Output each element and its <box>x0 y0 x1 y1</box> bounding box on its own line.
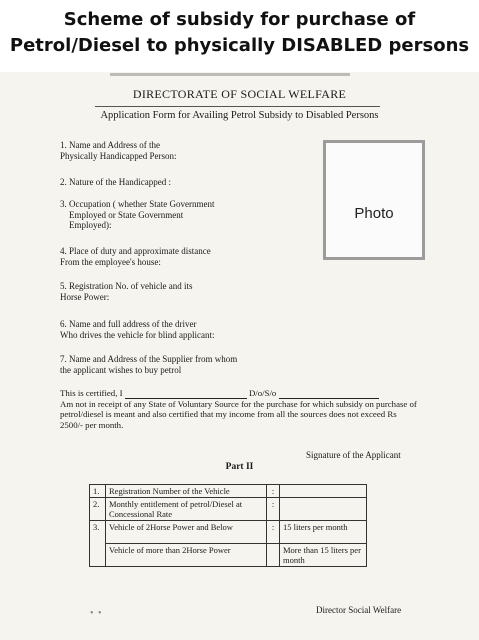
row-value: More than 15 liters per month <box>280 544 367 567</box>
field-place-of-duty <box>60 246 211 267</box>
field-label-line: From the employee's house: <box>60 256 161 267</box>
field-label-line: 4. Place of duty and approximate distance <box>60 246 211 256</box>
faded-header-strip <box>110 73 350 76</box>
field-label-line: 5. Registration No. of vehicle and its <box>60 281 193 291</box>
field-label-line: 3. Occupation ( whether State Government <box>60 199 215 209</box>
field-supplier <box>60 354 237 375</box>
row-label: Monthly entitlement of petrol/Diesel at Concessional Rate <box>106 498 267 521</box>
row-colon <box>267 544 280 567</box>
table-row <box>90 485 367 498</box>
certification-statement <box>60 388 420 430</box>
row-number: 1. <box>90 485 106 498</box>
signature-label: Signature of the Applicant <box>306 450 401 460</box>
row-number <box>90 544 106 567</box>
field-nature-handicap <box>60 177 171 188</box>
photo-label: Photo <box>354 205 394 222</box>
field-label-line: 2. Nature of the Handicapped : <box>60 177 171 187</box>
form-title: Application Form for Availing Petrol Subsidy to Disabled Persons <box>100 110 379 121</box>
field-label-line: Employed): <box>60 220 112 230</box>
field-label-line: Who drives the vehicle for blind applicant: <box>60 329 215 340</box>
photo-box[interactable] <box>323 140 425 260</box>
field-label-line: Physically Handicapped Person: <box>60 150 177 161</box>
row-colon: : <box>267 498 280 521</box>
field-label-line: Employed or State Government <box>60 209 184 220</box>
table-row <box>90 521 367 544</box>
part-ii-table <box>89 484 367 567</box>
field-label-line: 7. Name and Address of the Supplier from whom <box>60 354 238 364</box>
row-number: 3. <box>90 521 106 544</box>
directorate-heading: DIRECTORATE OF SOCIAL WELFARE <box>132 87 347 101</box>
title-banner <box>0 0 479 72</box>
banner-title-line-1: Scheme of subsidy for purchase of <box>63 9 416 30</box>
table-row <box>90 544 367 567</box>
field-label-line: 6. Name and full address of the driver <box>60 319 197 329</box>
certification-prefix: This is certified, I <box>60 388 123 398</box>
row-value[interactable] <box>280 485 367 498</box>
director-signature-label: Director Social Welfare <box>316 605 402 615</box>
row-label: Vehicle of more than 2Horse Power <box>106 544 267 567</box>
field-label-line: 1. Name and Address of the <box>60 140 160 150</box>
row-value[interactable] <box>280 498 367 521</box>
row-label: Registration Number of the Vehicle <box>106 485 267 498</box>
row-colon: : <box>267 485 280 498</box>
footer-dots: • • <box>90 608 103 619</box>
field-driver <box>60 319 214 340</box>
relation-label: D/o/S/o <box>248 388 277 398</box>
row-number: 2. <box>90 498 106 521</box>
field-name-address <box>60 140 176 161</box>
field-occupation <box>60 199 214 231</box>
relation-name-blank[interactable] <box>279 390 379 399</box>
banner-title-line-2: Petrol/Diesel to physically DISABLED persons <box>9 35 470 56</box>
row-label: Vehicle of 2Horse Power and Below <box>106 521 267 544</box>
row-colon: : <box>267 521 280 544</box>
field-label-line: Horse Power: <box>60 291 110 302</box>
heading-divider <box>95 106 380 107</box>
application-form-document <box>0 72 479 640</box>
certification-body: Am not in receipt of any State of Voluntary Source for the purchase for which subsidy on purchase of petrol/diesel is meant and also certified that my income from all the sources does not exceed Rs 2500/- per month. <box>60 398 417 430</box>
table-row <box>90 498 367 521</box>
applicant-name-blank[interactable] <box>125 390 247 399</box>
field-label-line: the applicant wishes to buy petrol <box>60 364 182 375</box>
part-ii-title: Part II <box>225 462 254 472</box>
row-value: 15 liters per month <box>280 521 367 544</box>
field-registration-hp <box>60 281 192 302</box>
